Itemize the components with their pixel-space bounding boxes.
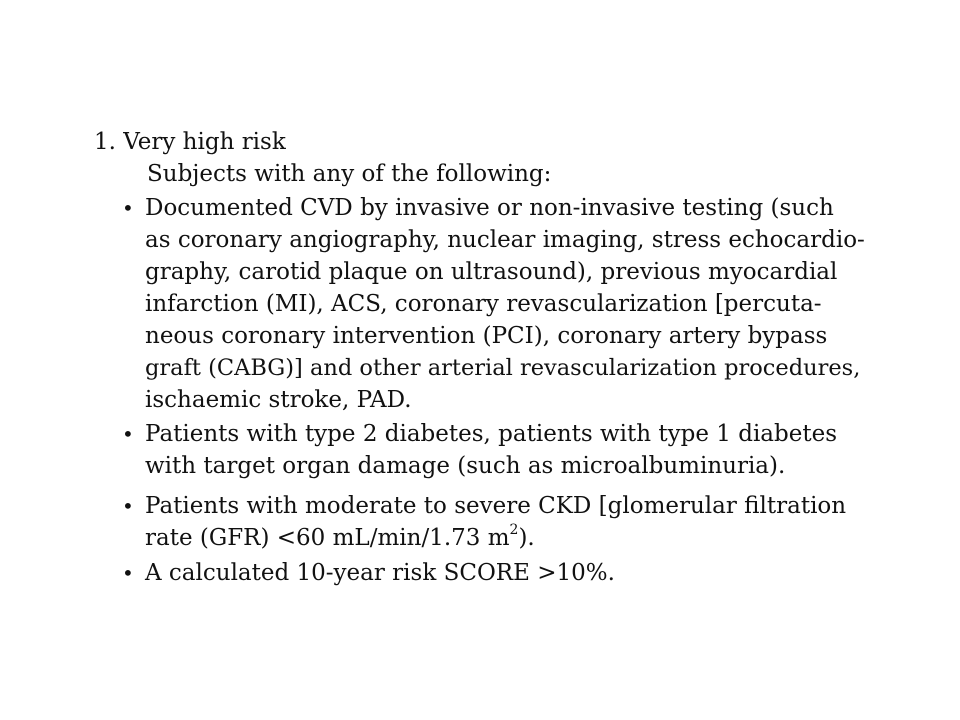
superscript: 2	[509, 522, 519, 539]
section-number: 1.	[94, 129, 116, 155]
item-1-line-1: Documented CVD by invasive or non-invasive testing (such	[145, 195, 834, 221]
item-1-line-7: ischaemic stroke, PAD.	[145, 387, 412, 413]
item-1-line-5: neous coronary intervention (PCI), coronary artery bypass	[145, 323, 828, 349]
bullet-icon: •	[122, 196, 134, 220]
item-1-line-3: graphy, carotid plaque on ultrasound), previous myocardial	[145, 259, 838, 285]
item-3-line-1: Patients with moderate to severe CKD [glomerular filtration	[145, 493, 847, 519]
bullet-icon: •	[122, 422, 134, 446]
item-4-line-1: A calculated 10-year risk SCORE >10%.	[145, 560, 615, 586]
section-title: Very high risk	[123, 129, 286, 155]
item-3-line-2: rate (GFR) <60 mL/min/1.73 $m^2$).	[145, 522, 535, 551]
item-1-line-2: as coronary angiography, nuclear imaging, stress echocardio-	[145, 227, 865, 253]
bullet-icon: •	[122, 494, 134, 518]
item-1-line-6: graft (CABG)] and other arterial revascularization procedures,	[145, 355, 861, 381]
item-2-line-1: Patients with type 2 diabetes, patients with type 1 diabetes	[145, 421, 838, 447]
section-heading	[94, 129, 286, 155]
item-2-line-2: with target organ damage (such as microalbuminuria).	[145, 453, 786, 479]
item-1-line-4: infarction (MI), ACS, coronary revascularization [percuta-	[145, 291, 822, 317]
bullet-icon: •	[122, 561, 134, 585]
intro-text: Subjects with any of the following:	[147, 161, 552, 187]
